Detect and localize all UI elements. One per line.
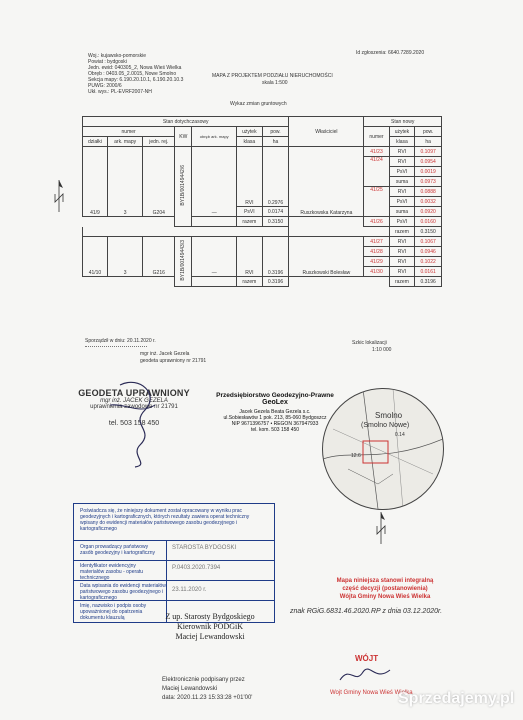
company-line1: Przedsiębiorstwo Geodezyjno-Prawne	[216, 392, 334, 399]
podgik-line3: Maciej Lewandowski	[175, 632, 245, 641]
parcel-number: 41/9	[83, 147, 108, 217]
certificate-intro: Poświadcza się, że niniejszy dokument został opracowany w wyniku prac geodezyjnych i kartograficznych, których rezultaty zawiera operat techniczny wpisany do ewidencji materiałów państwowego zasobu geodezyjnego i kartograficznego	[80, 508, 250, 532]
sketch-scale-label: 0.14	[395, 432, 405, 438]
approval-line3: Wójta Gminy Nowa Wieś Wielka	[339, 594, 431, 600]
szkic-title: Szkic lokalizacji	[352, 340, 387, 346]
podgik-line1: Z up. Starosty Bydgoskiego	[165, 612, 255, 621]
new-razem-value: 0.3196	[415, 277, 442, 287]
certificate-stamp	[73, 503, 275, 623]
changes-table	[82, 116, 442, 287]
new-use-area: 0.0888	[415, 187, 442, 197]
stamp-title: GEODETA UPRAWNIONY	[78, 388, 190, 398]
header-uzytek: użytek	[237, 127, 263, 137]
esign-line2: Maciej Lewandowski	[162, 686, 218, 692]
map-title: MAPA Z PROJEKTEM PODZIAŁU NIERUCHOMOŚCI	[212, 73, 333, 79]
new-use-class: PsVI	[389, 197, 415, 207]
new-use-area: 0.0920	[415, 207, 442, 217]
north-arrow-icon	[374, 510, 388, 546]
razem-label: razem	[237, 217, 263, 227]
parcel-number: 41/10	[83, 237, 108, 277]
header-ha-new: ha	[415, 137, 442, 147]
id-zgloszenia: Id zgłoszenia: 6640.7289.2020	[356, 50, 425, 56]
approval-reference: znak RGiG.6831.46.2020.RP z dnia 03.12.2020r.	[290, 608, 443, 615]
header-stan-dotychczasowy: Stan dotychczasowy	[83, 117, 289, 127]
electronic-signature	[162, 676, 252, 703]
map-scale: skala 1:500	[262, 80, 288, 86]
company-address: ul.Sobiesławów 1 pok. 213, 85-060 Bydgoszcz	[223, 415, 327, 421]
new-parcel-number: 41/28	[364, 247, 389, 257]
new-use-area: 0.0161	[415, 267, 442, 277]
new-parcel-number: 41/24	[364, 157, 389, 187]
new-parcel-number: 41/23	[364, 147, 389, 157]
razem-value: 0.3150	[262, 217, 289, 227]
approval-line2: część decyzji (postanowienia)	[342, 586, 428, 592]
new-use-area: 0.0946	[415, 247, 442, 257]
new-use-area: 0.0019	[415, 167, 442, 177]
approval-stamp	[300, 577, 470, 601]
new-use-class: RVI	[389, 247, 415, 257]
header-pow: pow.	[262, 127, 289, 137]
new-parcel-number: 41/27	[364, 237, 389, 247]
parcel-ark: 3	[107, 237, 142, 277]
parcel-kw: BY1B/00149443/3	[180, 240, 187, 281]
north-arrow-icon	[52, 178, 66, 214]
header-klasa: klasa	[237, 137, 263, 147]
header-obreb: obręb ark. mapy	[192, 127, 237, 147]
approval-line1: Mapa niniejsza stanowi integralną	[336, 578, 434, 584]
cert-date-label: Data wpisania do ewidencji materiałów państwowego zasobu geodezyjnego i kartograficznego	[80, 583, 166, 601]
signer-license: geodeta uprawniony nr 21791	[140, 358, 207, 364]
header-numer: numer	[83, 127, 175, 137]
new-parcel-number: 41/25	[364, 187, 389, 217]
use-area: 0.2976	[262, 147, 289, 207]
use-class: RVI	[237, 237, 263, 277]
new-use-class: PsVI	[389, 217, 415, 227]
razem-label: razem	[237, 277, 263, 287]
parcel-jedn: G204	[143, 147, 175, 217]
new-use-class: RVI	[389, 157, 415, 167]
new-use-class: RVI	[389, 237, 415, 247]
sketch-label-nowe: (Smolno Nowe)	[361, 422, 410, 429]
use-area: 0.0174	[262, 207, 289, 217]
header-wlasciciel: Właściciel	[289, 117, 364, 147]
parcel-jedn: G216	[143, 237, 175, 277]
new-use-area: 0.1067	[415, 237, 442, 247]
esign-line1: Elektronicznie podpisany przez	[162, 677, 245, 683]
header-line: Sekcja mapy: 6.190.20.10.1, 6.190.20.10.3	[88, 77, 184, 83]
new-use-class: suma	[389, 207, 415, 217]
stamp-name: mgr inż. JACEK GEZELA	[100, 398, 168, 404]
new-use-area: 0.1022	[415, 257, 442, 267]
parcel-obreb: —	[192, 147, 237, 217]
table-title: Wykaz zmian gruntowych	[230, 101, 287, 107]
header-line: Jedn. ewid: 040305_2, Nowa Wieś Wielka	[88, 65, 182, 71]
owner: Ruszkowska Katarzyna	[289, 147, 364, 217]
company-phone: tel. kom. 503 158 450	[250, 427, 300, 433]
cert-id-value: P.0403.2020.7394	[172, 565, 221, 571]
parcel-obreb: —	[192, 237, 237, 277]
new-use-area: 0.0973	[415, 177, 442, 187]
use-area: 0.3196	[262, 237, 289, 277]
podgik-line2: Kierownik PODGiK	[177, 622, 243, 631]
new-use-class: suma	[389, 177, 415, 187]
header-line: PUWG: 2000/6	[88, 83, 122, 89]
header-pow-new: pow.	[415, 127, 442, 137]
company-name: GeoLex	[262, 399, 288, 406]
company-nip: NIP 9671396757 • REGON 367947933	[231, 421, 319, 427]
wojt-title: WÓJT	[355, 654, 379, 663]
header-ha: ha	[262, 137, 289, 147]
header-stan-nowy: Stan nowy	[364, 117, 442, 127]
new-razem-label: razem	[389, 227, 415, 237]
cert-organ-value: STAROSTA BYDGOSKI	[172, 545, 237, 551]
company-owners: Jacek Gezela Beata Gezela s.c.	[239, 409, 311, 415]
new-use-class: RVI	[389, 257, 415, 267]
header-location-block	[88, 53, 183, 95]
header-line: Obręb : 0403.05_2.0015, Nowe Smolno	[88, 71, 177, 77]
signer-name: mgr inż. Jacek Gezela	[140, 351, 190, 357]
signature-line	[85, 346, 147, 347]
header-dzialki: działki	[83, 137, 108, 147]
watermark: Sprzedajemy.pl	[398, 690, 515, 707]
header-klasa-new: klasa	[389, 137, 415, 147]
new-razem-label: razem	[389, 277, 415, 287]
header-ark-mapy: ark. mapy	[107, 137, 142, 147]
parcel-kw: BY1B/00149442/6	[180, 165, 187, 206]
cert-signer-label: Imię, nazwisko i podpis osoby upoważnionej do opatrzenia dokumentu klauzulą	[80, 603, 147, 621]
razem-value: 0.3196	[262, 277, 289, 287]
header-line: Powiat : bydgoski	[88, 59, 127, 65]
use-class: PsVI	[237, 207, 263, 217]
new-parcel-number: 41/26	[364, 217, 389, 227]
new-use-class: PsVI	[389, 167, 415, 177]
owner: Ruszkowski Bolesław	[289, 237, 364, 277]
new-razem-value: 0.3150	[415, 227, 442, 237]
header-uzytek-new: użytek	[389, 127, 415, 137]
esign-line3: data: 2020.11.23 15:33:28 +01'00'	[162, 695, 253, 701]
stamp-license: uprawnienia zawodowe nr 21791	[90, 404, 178, 410]
new-parcel-number: 41/29	[364, 257, 389, 267]
sketch-map-icon	[323, 389, 443, 509]
header-line: Ukł. wys.: PL-EVRF2007-NH	[88, 89, 152, 95]
cert-organ-label: Organ prowadzący państwowy zasób geodezyjny i kartograficzny	[80, 544, 156, 556]
new-use-class: RVI	[389, 147, 415, 157]
parcel-ark: 3	[107, 147, 142, 217]
podgik-signature-block	[140, 612, 280, 642]
new-use-area: 0.0032	[415, 197, 442, 207]
sketch-label-smolno: Smolno	[375, 411, 403, 420]
stamp-phone: tel. 503 158 450	[108, 420, 160, 427]
new-use-area: 0.0160	[415, 217, 442, 227]
sporzadzil-text: Sporządził w dniu: 20.11.2020 r.	[85, 338, 156, 344]
wojt-caption: Wojt Gminy Nowa Wieś Wielka	[330, 690, 413, 696]
header-line: Woj.: kujawsko-pomorskie	[88, 53, 146, 59]
header-kw: KW	[175, 127, 192, 147]
wojt-signature-icon	[335, 660, 395, 688]
location-sketch	[322, 388, 444, 510]
szkic-scale: 1:10 000	[372, 347, 392, 353]
cert-id-label: Identyfikator ewidencyjny materiałów zasobu - operatu technicznego	[80, 563, 144, 581]
cert-date-value: 23.11.2020 r.	[172, 587, 207, 593]
handwritten-signature-icon	[100, 375, 170, 470]
use-class: RVI	[237, 147, 263, 207]
new-use-area: 0.0954	[415, 157, 442, 167]
new-use-class: RVI	[389, 187, 415, 197]
new-use-area: 0.1097	[415, 147, 442, 157]
new-use-class: RVI	[389, 267, 415, 277]
new-parcel-number: 41/30	[364, 267, 389, 277]
header-jedn-rej: jedn. rej.	[143, 137, 175, 147]
header-numer-new: numer	[364, 127, 389, 147]
sketch-number: 12.6	[351, 453, 361, 459]
